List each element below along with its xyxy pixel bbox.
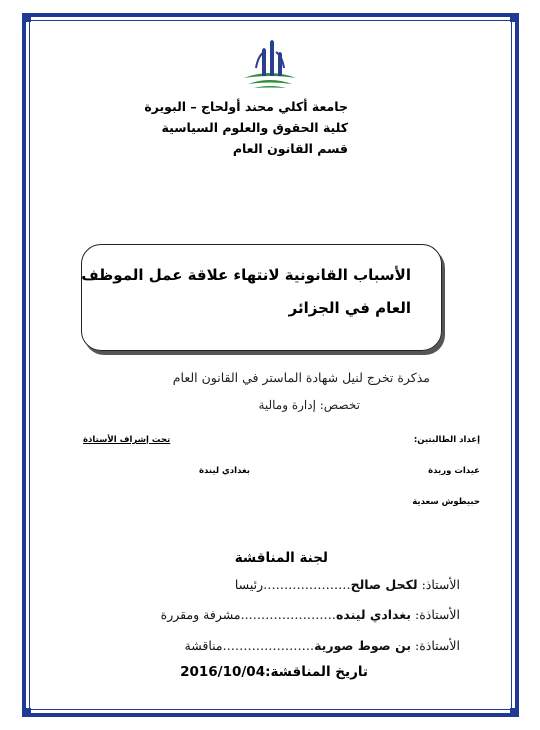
jury-member-dots: ………………….	[222, 638, 315, 653]
border-corner-ornament	[510, 708, 519, 717]
jury-member-role: مشرفة ومقررة	[160, 607, 241, 622]
supervisor-label: تحت إشراف الأستاذة	[83, 435, 171, 445]
thesis-title-box	[81, 244, 442, 351]
department-name: قسم القانون العام	[232, 141, 348, 156]
thesis-title-line-2: العام في الجزائر	[288, 299, 411, 317]
jury-member-prefix: الأستاذة:	[415, 607, 460, 622]
jury-member-prefix: الأستاذة:	[415, 638, 460, 653]
memo-purpose: مذكرة تخرج لنيل شهادة الماستر في القانون العام	[172, 370, 430, 385]
discussion-date-value: 2016/10/04	[180, 664, 266, 680]
university-header	[144, 96, 348, 159]
jury-member-row	[235, 577, 460, 592]
university-logo	[240, 38, 300, 92]
discussion-date	[180, 664, 368, 680]
jury-member-role: رئيسا	[234, 577, 264, 592]
discussion-date-label: تاريخ المناقشة:	[265, 664, 368, 680]
jury-member-row	[161, 607, 460, 622]
thesis-title-line-1: الأسباب القانونية لانتهاء علاقة عمل الموظف	[81, 266, 411, 284]
jury-member-prefix: الأستاذ:	[421, 577, 460, 592]
specialty: تخصص: إدارة ومالية	[258, 398, 360, 412]
supervisor-name: بغدادي ليندة	[199, 466, 250, 476]
prepared-by-label: إعداد الطالبتين:	[413, 435, 480, 445]
border-corner-ornament	[510, 13, 519, 22]
student-name: حبيطوش سعدية	[412, 497, 480, 507]
jury-member-dots: …………………..	[240, 607, 337, 622]
jury-member-name: لكحل صالح	[350, 577, 418, 592]
border-corner-ornament	[22, 13, 31, 22]
jury-member-role: مناقشة	[184, 638, 223, 653]
jury-member-row	[185, 638, 461, 653]
university-name: جامعة أكلي محند أولحاج – البويرة	[144, 99, 348, 114]
jury-member-name: بن صوط صورية	[314, 638, 412, 653]
faculty-name: كلية الحقوق والعلوم السياسية	[161, 120, 348, 135]
student-name: عيدات وريدة	[428, 466, 480, 476]
jury-member-dots: …………………	[263, 577, 351, 592]
jury-title: لجنة المناقشة	[234, 550, 328, 566]
jury-member-name: بغدادي لينده	[336, 607, 412, 622]
border-corner-ornament	[22, 708, 31, 717]
